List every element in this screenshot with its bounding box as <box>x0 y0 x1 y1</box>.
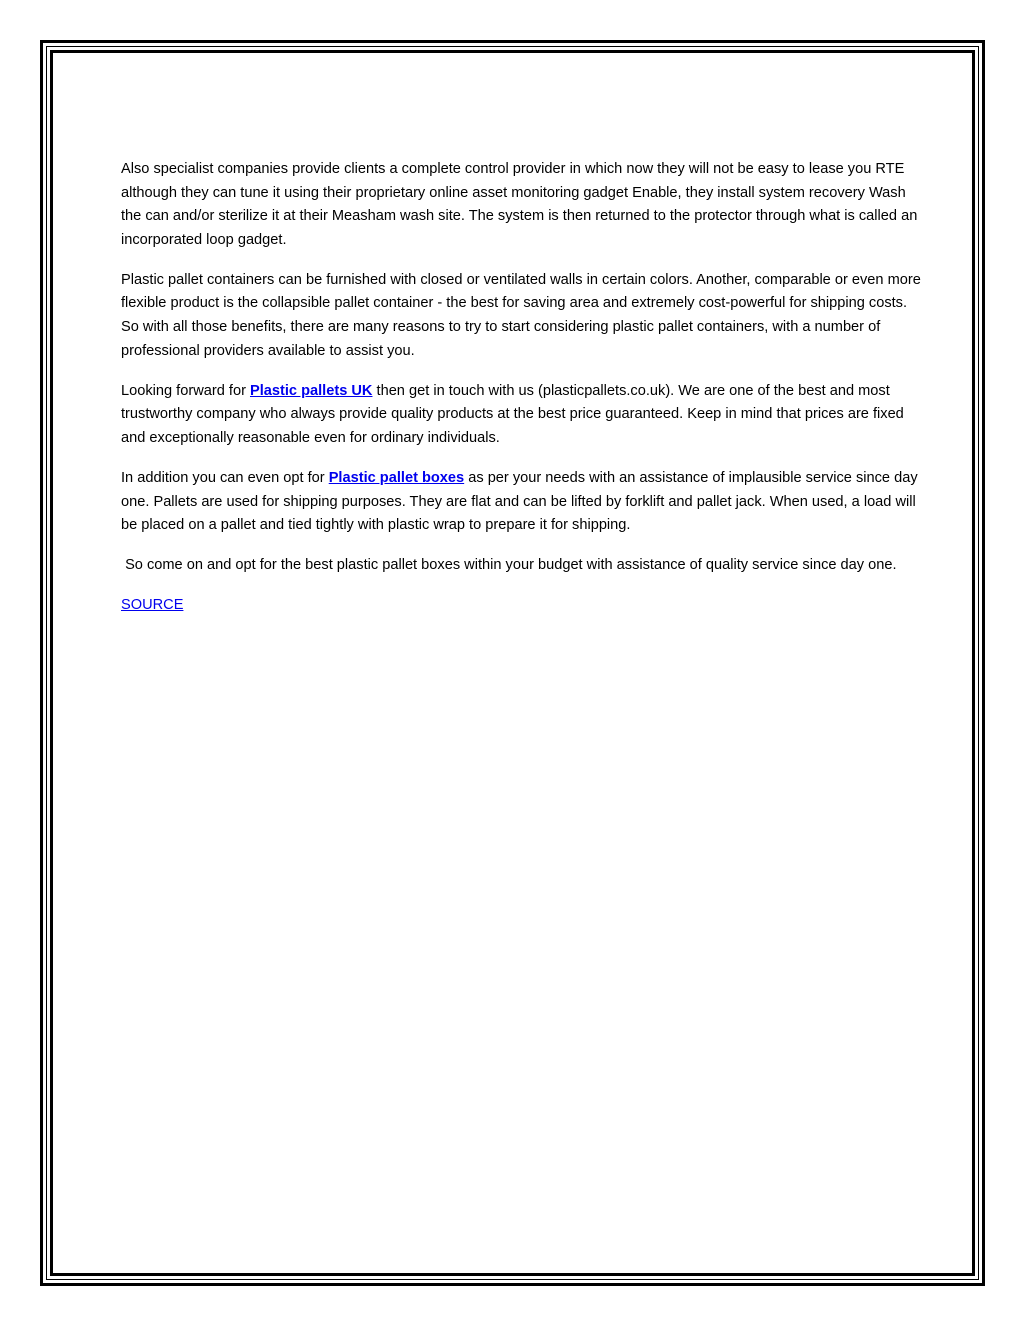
paragraph-3 <box>121 380 921 451</box>
paragraph-3-text-after: then get in touch with us (plasticpallets.co.uk). We are one of the best and most trustworthy company who always provide quality products at the best price guaranteed. Keep in mind that prices are fixed and exceptionally reasonable even for ordinary individuals. <box>121 382 904 446</box>
paragraph-1: Also specialist companies provide clients a complete control provider in which now they will not be easy to lease you RTE although they can tune it using their proprietary online asset monitoring gadget Enable, they install system recovery Wash the can and/or sterilize it at their Measham wash site. The system is then returned to the protector through what is called an incorporated loop gadget. <box>121 161 918 248</box>
paragraph-4-text-after: as per your needs with an assistance of implausible service since day one. Pallets are used for shipping purposes. They are flat and can be lifted by forklift and pallet jack. When used, a load will be placed on a pallet and tied tightly with plastic wrap to prepare it for shipping. <box>121 470 918 534</box>
paragraph-4-text-before: In addition you can even opt for <box>121 470 329 487</box>
plastic-pallet-boxes-link[interactable]: Plastic pallet boxes <box>328 470 465 487</box>
paragraph-2: Plastic pallet containers can be furnished with closed or ventilated walls in certain colors. Another, comparable or even more flexible product is the collapsible pallet container - the best for saving area and extremely cost-powerful for shipping costs. So with all those benefits, there are many reasons to try to start considering plastic pallet containers, with a number of professional providers available to assist you. <box>121 271 921 359</box>
paragraph-5: So come on and opt for the best plastic pallet boxes within your budget with assistance of quality service since day one. <box>121 557 897 574</box>
document-body <box>121 158 921 635</box>
paragraph-3-text-before: Looking forward for <box>121 382 250 399</box>
source-paragraph <box>121 594 921 618</box>
paragraph-4 <box>121 467 921 538</box>
source-link[interactable]: SOURCE <box>121 597 184 614</box>
plastic-pallets-uk-link[interactable]: Plastic pallets UK <box>249 382 373 399</box>
